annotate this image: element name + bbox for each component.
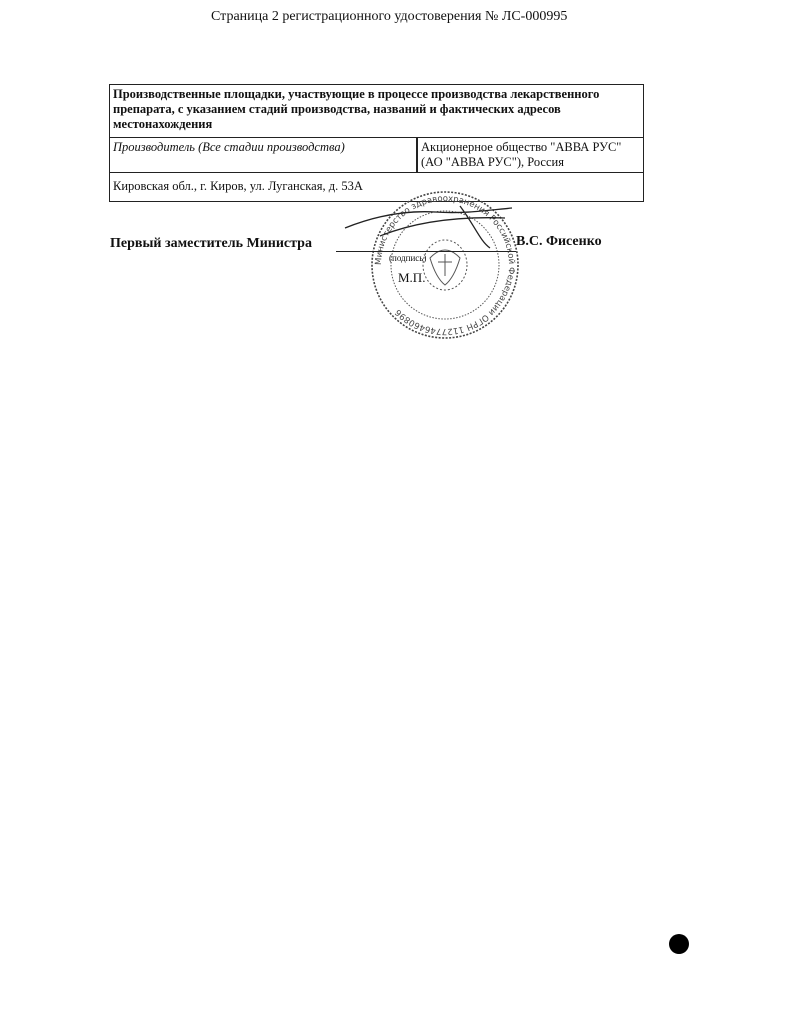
seal-text: Министерство здравоохранения Российской Федерации ОГРН 1127746460896 — [373, 193, 517, 337]
signer-title: Первый заместитель Министра — [110, 236, 312, 251]
manufacturing-sites-table — [109, 84, 644, 202]
table-row — [110, 138, 644, 173]
company-short-name-line: (АО "АВВА РУС"), Россия — [421, 155, 564, 169]
page-marker-dot — [669, 934, 689, 954]
company-cell — [417, 138, 644, 173]
signature-caption: (подпись) — [389, 253, 427, 263]
signer-name: В.С. Фисенко — [516, 234, 602, 249]
address-cell: Кировская обл., г. Киров, ул. Луганская, д. 53А — [110, 173, 644, 202]
table-heading-cell: Производственные площадки, участвующие в процессе производства лекарственного препарата, с указанием стадий производства, названий и фактических адресов местонахождения — [110, 85, 644, 138]
signature-line — [336, 251, 516, 252]
page-header: Страница 2 регистрационного удостоверения № ЛС-000995 — [211, 9, 568, 24]
handwritten-signature — [340, 196, 520, 256]
stamp-place-label: М.П. — [398, 270, 426, 285]
company-name-line: Акционерное общество "АВВА РУС" — [421, 140, 622, 154]
manufacturer-role-cell: Производитель (Все стадии производства) — [110, 138, 418, 173]
table-heading-row — [110, 85, 644, 138]
